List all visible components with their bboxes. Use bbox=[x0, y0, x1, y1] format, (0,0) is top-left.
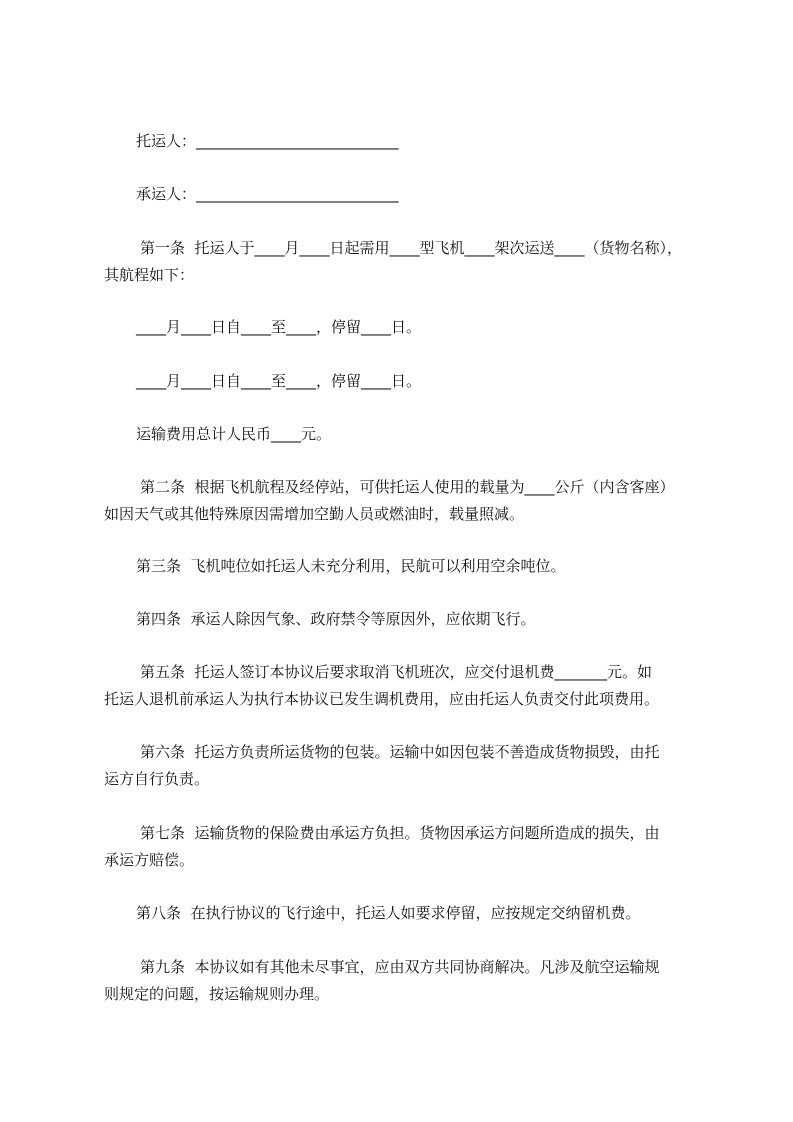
carrier-line: 承运人：___________________________ bbox=[136, 185, 399, 203]
article-3-line-1: 第三条 飞机吨位如托运人未充分利用，民航可以利用空余吨位。 bbox=[136, 557, 566, 575]
article-1-line-2: 其航程如下： bbox=[104, 266, 195, 284]
article-6-line-2: 运方自行负责。 bbox=[104, 770, 210, 788]
article-5-line-1: 第五条 托运人签订本协议后要求取消飞机班次，应交付退机费_______元。如 bbox=[140, 663, 653, 681]
article-7-line-2: 承运方赔偿。 bbox=[104, 851, 195, 869]
fee-line: 运输费用总计人民币____元。 bbox=[136, 425, 332, 443]
article-2-line-2: 如因天气或其他特殊原因需增加空勤人员或燃油时，载量照减。 bbox=[104, 505, 525, 523]
article-9-line-1: 第九条 本协议如有其他未尽事宜，应由双方共同协商解决。凡涉及航空运输规 bbox=[140, 958, 660, 976]
article-5-line-2: 托运人退机前承运人为执行本协议已发生调机费用，应由托运人负责交付此项费用。 bbox=[104, 690, 660, 708]
route-line-2: ____月____日自____至____，停留____日。 bbox=[136, 372, 422, 390]
article-7-line-1: 第七条 运输货物的保险费由承运方负担。货物因承运方问题所造成的损失，由 bbox=[140, 824, 660, 842]
article-4-line-1: 第四条 承运人除因气象、政府禁令等原因外，应依期飞行。 bbox=[136, 610, 536, 628]
article-9-line-2: 则规定的问题，按运输规则办理。 bbox=[104, 985, 330, 1003]
article-2-line-1: 第二条 根据飞机航程及经停站，可供托运人使用的载量为____公斤（内含客座） bbox=[140, 478, 675, 496]
article-1-line-1: 第一条 托运人于____月____日起需用____型飞机____架次运送____（货物名称）， bbox=[140, 239, 683, 257]
article-6-line-1: 第六条 托运方负责所运货物的包装。运输中如因包装不善造成货物损毁，由托 bbox=[140, 743, 660, 761]
article-8-line-1: 第八条 在执行协议的飞行途中，托运人如要求停留，应按规定交纳留机费。 bbox=[136, 904, 641, 922]
shipper-line: 托运人：___________________________ bbox=[136, 132, 399, 150]
route-line-1: ____月____日自____至____，停留____日。 bbox=[136, 318, 422, 336]
